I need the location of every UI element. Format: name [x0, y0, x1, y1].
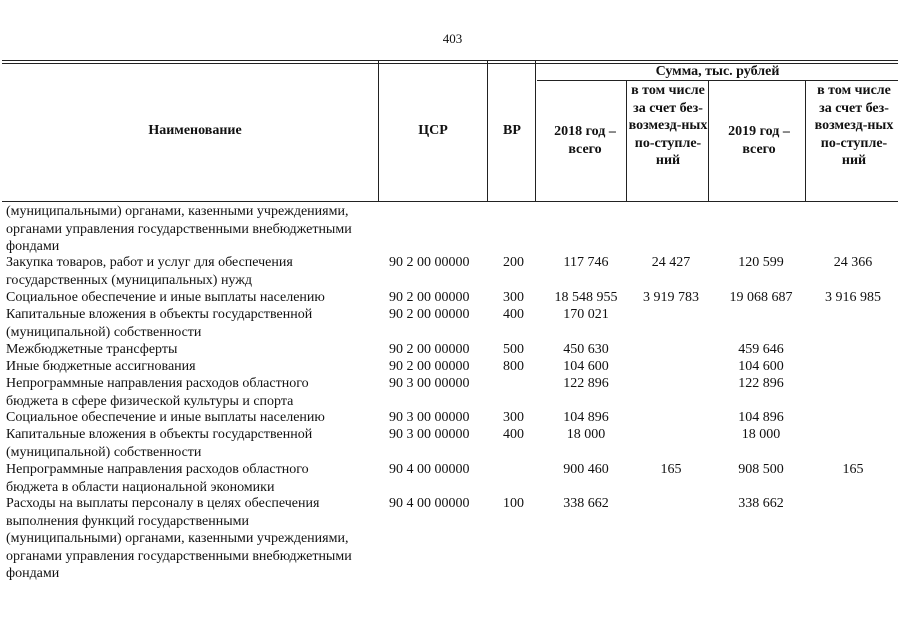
page-number: 403 [442, 31, 463, 46]
row-csr: 90 3 00 00000 [389, 427, 470, 442]
row-vr: 200 [503, 255, 524, 270]
header-csr: ЦСР [418, 123, 448, 138]
row-vr: 100 [503, 496, 524, 511]
row-name: Непрограммные направления расходов областного бюджета в области национальной экономики [6, 462, 309, 495]
row-vr: 400 [503, 427, 524, 442]
header-2019-total: 2019 год – всего [728, 124, 790, 157]
row-2019-total: 104 896 [738, 410, 784, 425]
row-name: Социальное обеспечение и иные выплаты населению [6, 410, 325, 425]
row-2019-total: 908 500 [738, 462, 784, 477]
row-vr: 400 [503, 307, 524, 322]
row-name: Иные бюджетные ассигнования [6, 359, 196, 374]
row-2019-total: 459 646 [738, 342, 784, 357]
col-divider-2018-total [626, 80, 627, 201]
header-top-line [2, 60, 898, 61]
row-2018-total: 900 460 [563, 462, 609, 477]
col-divider-name [378, 60, 379, 201]
row-name: Капитальные вложения в объекты государственной (муниципальной) собственности [6, 427, 313, 460]
row-name: Расходы на выплаты персоналу в целях обеспечения выполнения функций государственными (муниципальными) органами, казенными учреждениями, органами управления государственными внебюджетными фондами [6, 496, 352, 581]
row-2019-total: 338 662 [738, 496, 784, 511]
row-vr: 500 [503, 342, 524, 357]
row-2019-total: 120 599 [738, 255, 784, 270]
row-name: Закупка товаров, работ и услуг для обеспечения государственных (муниципальных) нужд [6, 255, 293, 288]
row-vr: 300 [503, 290, 524, 305]
header-2019-grants: в том числе за счет без-возмезд-ных по-ступле-ний [814, 83, 894, 168]
header-2018-total: 2018 год – всего [554, 124, 616, 157]
row-2019-total: 104 600 [738, 359, 784, 374]
row-csr: 90 2 00 00000 [389, 359, 470, 374]
row-csr: 90 2 00 00000 [389, 307, 470, 322]
row-2018-total: 117 746 [563, 255, 609, 270]
header-bottom-line [2, 201, 898, 202]
row-csr: 90 2 00 00000 [389, 290, 470, 305]
row-name: Межбюджетные трансферты [6, 342, 178, 357]
col-divider-2019-total [805, 80, 806, 201]
row-name: (муниципальными) органами, казенными учреждениями, органами управления государственными внебюджетными фондами [6, 204, 352, 254]
row-2019-grants: 3 916 985 [825, 290, 881, 305]
header-vr: ВР [503, 123, 521, 138]
row-2018-grants: 24 427 [651, 255, 691, 270]
row-csr: 90 4 00 00000 [389, 462, 470, 477]
row-2018-grants: 3 919 783 [643, 290, 699, 305]
row-vr: 300 [503, 410, 524, 425]
row-csr: 90 2 00 00000 [389, 342, 470, 357]
row-csr: 90 4 00 00000 [389, 496, 470, 511]
row-name: Непрограммные направления расходов областного бюджета в сфере физической культуры и спорта [6, 376, 309, 409]
row-name: Капитальные вложения в объекты государственной (муниципальной) собственности [6, 307, 313, 340]
row-2018-total: 18 000 [566, 427, 606, 442]
header-sum: Сумма, тыс. рублей [655, 64, 780, 79]
row-name: Социальное обеспечение и иные выплаты населению [6, 290, 325, 305]
row-2018-total: 18 548 955 [554, 290, 618, 305]
row-2018-total: 104 896 [563, 410, 609, 425]
header-name: Наименование [148, 123, 242, 138]
col-divider-vr [535, 60, 536, 201]
row-2019-total: 122 896 [738, 376, 784, 391]
row-csr: 90 2 00 00000 [389, 255, 470, 270]
row-2018-grants: 165 [660, 462, 682, 477]
header-2018-grants: в том числе за счет без-возмезд-ных по-ступле-ний [628, 83, 708, 168]
row-2019-total: 18 000 [741, 427, 781, 442]
row-2018-total: 104 600 [563, 359, 609, 374]
row-2019-total: 19 068 687 [729, 290, 793, 305]
col-divider-2018-grants [708, 80, 709, 201]
row-2018-total: 170 021 [563, 307, 609, 322]
row-2019-grants: 165 [842, 462, 864, 477]
row-2018-total: 450 630 [563, 342, 609, 357]
row-2019-grants: 24 366 [833, 255, 873, 270]
row-csr: 90 3 00 00000 [389, 376, 470, 391]
col-divider-csr [487, 60, 488, 201]
row-vr: 800 [503, 359, 524, 374]
row-2018-total: 338 662 [563, 496, 609, 511]
row-2018-total: 122 896 [563, 376, 609, 391]
row-csr: 90 3 00 00000 [389, 410, 470, 425]
